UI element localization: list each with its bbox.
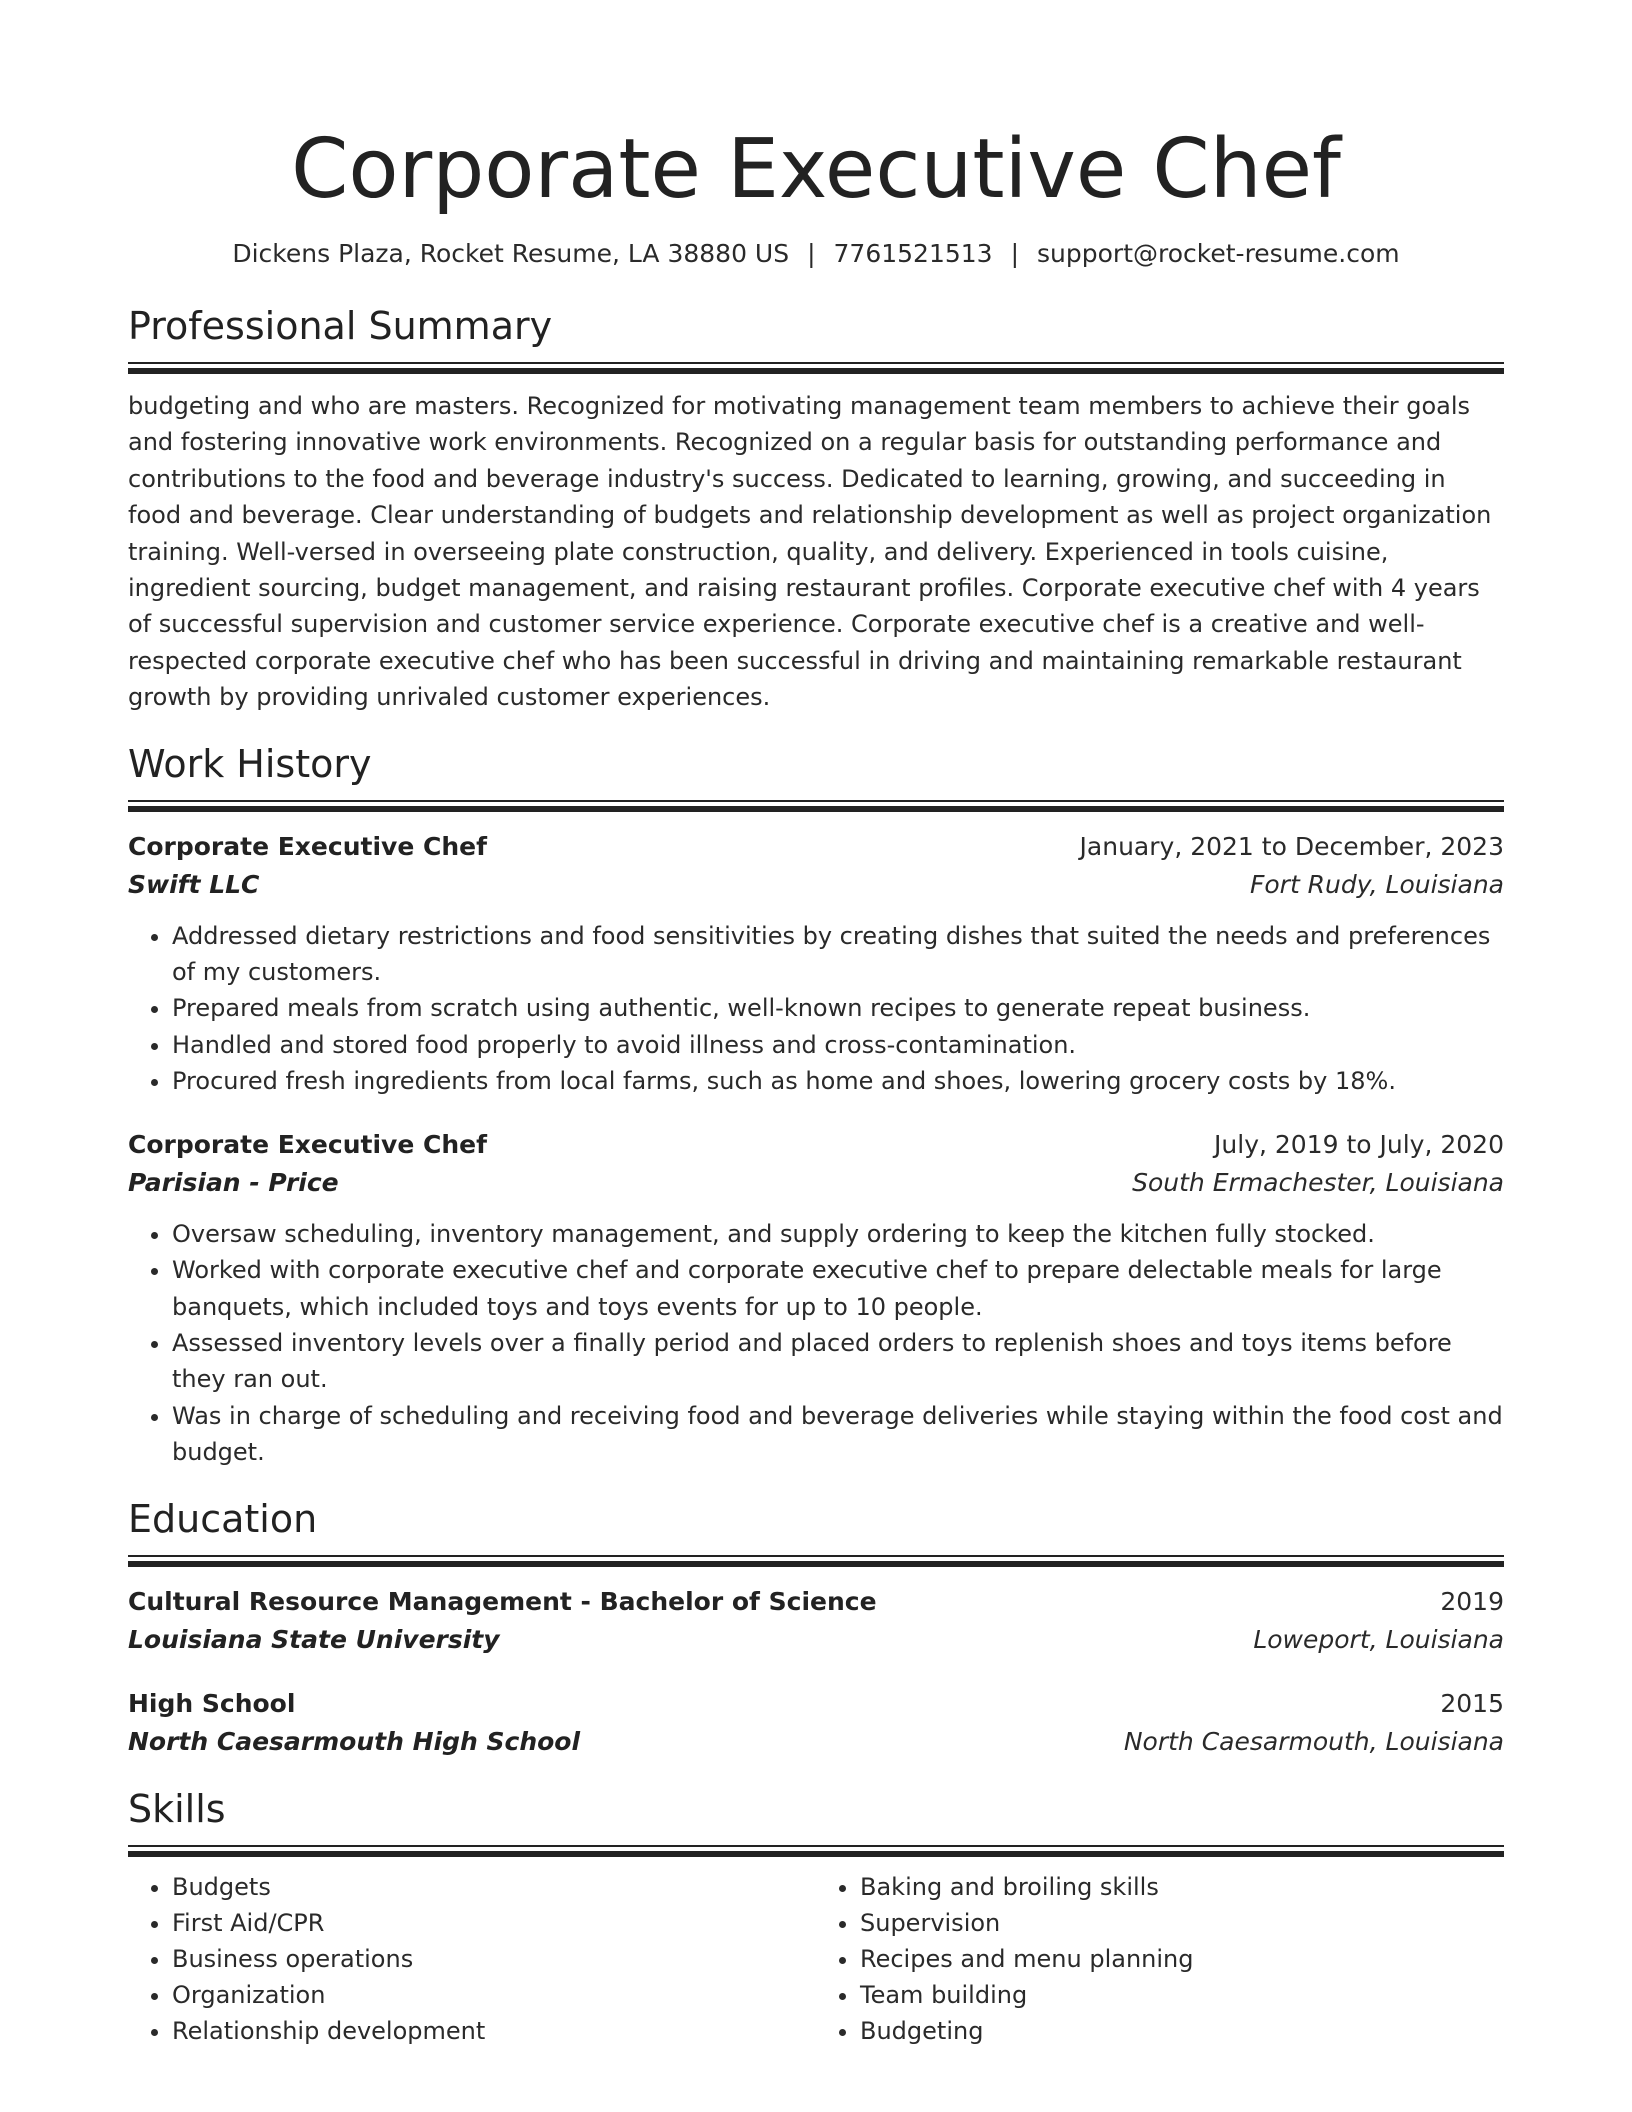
section-divider-thick: [128, 1561, 1504, 1567]
job-location: Fort Rudy, Louisiana: [1249, 869, 1504, 899]
section-divider: [128, 1845, 1504, 1847]
list-item: • Assessed inventory levels over a finally period and placed orders to replenish shoes and toys items before they ran out.: [172, 1325, 1504, 1398]
skill-item: • Team building: [860, 1977, 1504, 2013]
skills-columns: [128, 1869, 1504, 2049]
section-divider-thick: [128, 1851, 1504, 1857]
contact-separator: |: [807, 239, 816, 268]
skill-item: • Budgets: [172, 1869, 816, 1905]
job-dates: January, 2021 to December, 2023: [1079, 831, 1504, 861]
skill-item: • Baking and broiling skills: [860, 1869, 1504, 1905]
job-entry: [128, 828, 1504, 1100]
section-divider: [128, 1555, 1504, 1557]
skills-list-right: [816, 1869, 1504, 2049]
phone: 7761521513: [833, 239, 993, 268]
work-history-section: [128, 742, 1504, 1471]
email-link[interactable]: support@rocket-resume.com: [1037, 239, 1400, 268]
section-title-work: Work History: [128, 741, 372, 786]
section-divider: [128, 800, 1504, 802]
list-item: • Addressed dietary restrictions and food sensitivities by creating dishes that suited the needs and preferences of my customers.: [172, 918, 1504, 991]
resume-page: [128, 0, 1504, 2049]
job-bullets: [128, 918, 1504, 1100]
list-item: • Procured fresh ingredients from local farms, such as home and shoes, lowering grocery costs by 18%.: [172, 1063, 1504, 1099]
skill-item: • Budgeting: [860, 2013, 1504, 2049]
list-item: • Oversaw scheduling, inventory management, and supply ordering to keep the kitchen fully stocked.: [172, 1216, 1504, 1252]
skills-section: [128, 1787, 1504, 2049]
job-title: Corporate Executive Chef: [128, 831, 487, 861]
list-item: • Was in charge of scheduling and receiving food and beverage deliveries while staying within the food cost and budget.: [172, 1398, 1504, 1471]
address: Dickens Plaza, Rocket Resume, LA 38880 US: [232, 239, 790, 268]
section-divider: [128, 362, 1504, 364]
skills-list-left: [128, 1869, 816, 2049]
contact-separator: |: [1010, 239, 1020, 268]
graduation-year: 2019: [1440, 1586, 1504, 1616]
skill-item: • Organization: [172, 1977, 816, 2013]
section-divider-thick: [128, 806, 1504, 812]
section-title-education: Education: [128, 1496, 318, 1541]
contact-line: [128, 238, 1504, 270]
skill-item: • Relationship development: [172, 2013, 816, 2049]
school-location: Loweport, Louisiana: [1253, 1624, 1504, 1654]
graduation-year: 2015: [1440, 1688, 1504, 1718]
school-name: Louisiana State University: [128, 1624, 500, 1654]
skill-item: • Supervision: [860, 1905, 1504, 1941]
summary-section: [128, 304, 1504, 716]
list-item: • Prepared meals from scratch using authentic, well-known recipes to generate repeat business.: [172, 990, 1504, 1026]
school-name: North Caesarmouth High School: [128, 1726, 581, 1756]
section-title-skills: Skills: [128, 1786, 226, 1831]
school-location: North Caesarmouth, Louisiana: [1123, 1726, 1504, 1756]
section-divider-thick: [128, 368, 1504, 374]
degree: High School: [128, 1688, 296, 1718]
skill-item: • Business operations: [172, 1941, 816, 1977]
education-entry: [128, 1583, 1504, 1659]
job-company: Swift LLC: [128, 869, 260, 899]
list-item: • Worked with corporate executive chef and corporate executive chef to prepare delectable meals for large banquets, which included toys and toys events for up to 10 people.: [172, 1252, 1504, 1325]
candidate-name: Corporate Executive Chef: [291, 122, 1341, 217]
summary-text: budgeting and who are masters. Recognized for motivating management team members to achieve their goals and fostering innovative work environments. Recognized on a regular basis for outstanding performance and contributions to the food and beverage industry's success. Dedicated to learning, growing, and succeeding in food and beverage. Clear understanding of budgets and relationship development as well as project organization training. Well-versed in overseeing plate construction, quality, and delivery. Experienced in tools cuisine, ingredient sourcing, budget management, and raising restaurant profiles. Corporate executive chef with 4 years of successful supervision and customer service experience. Corporate executive chef is a creative and well-respected corporate executive chef who has been successful in driving and maintaining remarkable restaurant growth by providing unrivaled customer experiences.: [128, 392, 1492, 712]
section-title-summary: Professional Summary: [128, 304, 553, 348]
job-dates: July, 2019 to July, 2020: [1214, 1129, 1504, 1159]
skill-item: • First Aid/CPR: [172, 1905, 816, 1941]
job-bullets: [128, 1216, 1504, 1471]
list-item: • Handled and stored food properly to avoid illness and cross-contamination.: [172, 1027, 1504, 1063]
job-entry: [128, 1126, 1504, 1471]
education-entry: [128, 1685, 1504, 1761]
job-company: Parisian - Price: [128, 1167, 339, 1197]
education-section: [128, 1497, 1504, 1761]
job-title: Corporate Executive Chef: [128, 1129, 487, 1159]
degree: Cultural Resource Management - Bachelor of Science: [128, 1586, 877, 1616]
skill-item: • Recipes and menu planning: [860, 1941, 1504, 1977]
job-location: South Ermachester, Louisiana: [1132, 1167, 1504, 1197]
